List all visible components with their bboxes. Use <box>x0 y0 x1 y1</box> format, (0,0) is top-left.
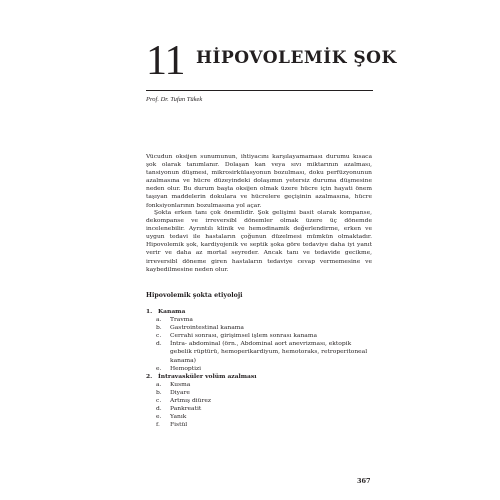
group-number: 2. <box>146 372 153 380</box>
etiology-group-volume-loss <box>146 373 372 430</box>
list-item <box>146 389 372 397</box>
item-text: Fistül <box>170 421 188 429</box>
group-number: 1. <box>146 308 153 315</box>
item-text: İntra- abdominal (örn., Abdominal aort anevrizması, ektopik gebelik rüptürü, hemoperikardiyum, hemotoraks, retroperitoneal kanama) <box>170 340 368 364</box>
item-letter: f. <box>156 421 160 429</box>
chapter-title: HİPOVOLEMİK ŞOK <box>196 48 397 68</box>
item-text: Diyare <box>170 388 190 396</box>
list-item <box>146 365 372 373</box>
item-text: Cerrahi sonrası, girişimsel işlem sonrası kanama <box>170 332 317 340</box>
item-letter: d. <box>156 340 162 348</box>
item-text: Travma <box>170 316 193 324</box>
chapter-author: Prof. Dr. Tufan Tükek <box>146 96 203 103</box>
item-text: Gastrointestinal kanama <box>170 324 244 332</box>
page-number: 367 <box>357 477 371 485</box>
item-letter: a. <box>156 380 162 388</box>
list-item <box>146 397 372 405</box>
second-paragraph: Şokta erken tanı çok önemlidir. Şok gelişimi basit olarak kompanse, dekompanse ve irreversibl dönemler olmak üzere üç dönemde incelenebilir. Ayrıntılı klinik ve hemodinamik değerlendirme, erken ve uygun tedavi ile hastaların çoğunun düzelmesi mümkün olmaktadır. Hipovolemik şok, kardiyojenik ve septik şoka göre tedaviye daha iyi yanıt verir ve daha az mortal seyreder. Ancak tanı ve tedavide gecikme, irreversibl döneme giren hastaların tedaviye cevap vermemesine ve kaybedilmesine neden olur. <box>146 209 372 273</box>
item-text: Hemoptizi <box>170 364 202 372</box>
list-item <box>146 324 372 332</box>
section-heading: Hipovolemik şokta etiyoloji <box>146 292 243 299</box>
list-item <box>146 421 372 429</box>
group-title-text: Kanama <box>158 308 186 315</box>
intro-paragraph: Vücudun oksijen sunumunun, ihtiyacını karşılayamaması durumu kısaca şok olarak tanımlanır. Dolaşan kan veya sıvı miktarının azalması, tansiyonun düşmesi, mikrosirkülasyonun bozulması, doku perfüzyonunun azalmasına ve hücre düzeyindeki dolaşımın yetersiz duruma düşmesine neden olur. Bu durum başta oksijen olmak üzere hücre için hayati önem taşıyan maddelerin dokulara ve hücrelere geçişinin azalmasına, hücre fonksiyonlarının bozulmasına yol açar. <box>146 153 372 209</box>
list-item <box>146 316 372 324</box>
item-letter: d. <box>156 405 162 413</box>
item-letter: e. <box>156 413 162 421</box>
group-title <box>146 308 372 316</box>
group-title <box>146 373 372 381</box>
list-item <box>146 381 372 389</box>
item-letter: c. <box>156 332 162 340</box>
list-item <box>146 332 372 340</box>
etiology-list <box>146 308 372 429</box>
item-letter: e. <box>156 364 162 372</box>
item-letter: b. <box>156 388 162 396</box>
item-text: Yanık <box>170 413 187 421</box>
item-text: Artmış diürez <box>170 397 211 405</box>
item-letter: c. <box>156 397 162 405</box>
item-text: Pankreatit <box>170 405 202 413</box>
item-letter: b. <box>156 324 162 332</box>
etiology-group-bleeding <box>146 308 372 373</box>
item-text: Kusma <box>170 380 191 388</box>
title-divider <box>146 90 373 91</box>
group-title-text: İntravasküler volüm azalması <box>158 372 257 380</box>
chapter-number: 11 <box>146 38 185 84</box>
list-item <box>146 413 372 421</box>
item-letter: a. <box>156 316 162 324</box>
list-item <box>146 405 372 413</box>
list-item <box>146 340 372 364</box>
